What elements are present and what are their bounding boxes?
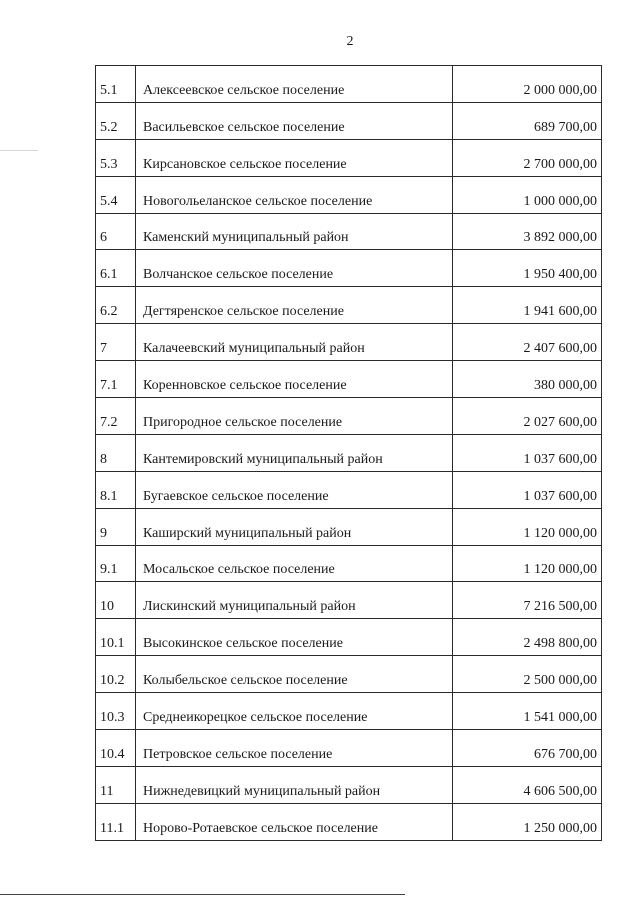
municipality-name: Колыбельское сельское поселение: [136, 656, 453, 693]
row-amount: 2 000 000,00: [453, 66, 602, 103]
row-number: 11: [96, 766, 136, 803]
margin-mark: [0, 150, 38, 151]
row-amount: 2 498 800,00: [453, 619, 602, 656]
municipality-name: Среднеикорецкое сельское поселение: [136, 693, 453, 730]
municipality-name: Васильевское сельское поселение: [136, 102, 453, 139]
row-number: 10.3: [96, 693, 136, 730]
row-amount: 1 120 000,00: [453, 508, 602, 545]
municipality-name: Норово-Ротаевское сельское поселение: [136, 803, 453, 840]
table-row: [96, 730, 602, 767]
table-row: [96, 693, 602, 730]
row-amount: 676 700,00: [453, 730, 602, 767]
table-row: [96, 213, 602, 250]
row-number: 11.1: [96, 803, 136, 840]
row-amount: 2 700 000,00: [453, 139, 602, 176]
municipality-name: Каменский муниципальный район: [136, 213, 453, 250]
row-amount: 2 027 600,00: [453, 398, 602, 435]
table-row: [96, 508, 602, 545]
footer-rule: [0, 894, 405, 895]
table-row: [96, 361, 602, 398]
row-number: 7: [96, 324, 136, 361]
row-amount: 1 037 600,00: [453, 471, 602, 508]
row-number: 10.4: [96, 730, 136, 767]
row-number: 7.1: [96, 361, 136, 398]
municipality-name: Волчанское сельское поселение: [136, 250, 453, 287]
row-amount: 2 407 600,00: [453, 324, 602, 361]
table-row: [96, 582, 602, 619]
table-row: [96, 434, 602, 471]
row-number: 10.2: [96, 656, 136, 693]
row-amount: 1 950 400,00: [453, 250, 602, 287]
row-amount: 1 941 600,00: [453, 287, 602, 324]
table-row: [96, 287, 602, 324]
row-number: 8.1: [96, 471, 136, 508]
row-number: 5.1: [96, 66, 136, 103]
municipality-name: Мосальское сельское поселение: [136, 545, 453, 582]
table-row: [96, 619, 602, 656]
table-row: [96, 398, 602, 435]
row-number: 10: [96, 582, 136, 619]
page-number: 2: [346, 34, 354, 49]
municipality-name: Бугаевское сельское поселение: [136, 471, 453, 508]
table-row: [96, 803, 602, 840]
row-number: 6.2: [96, 287, 136, 324]
municipality-name: Петровское сельское поселение: [136, 730, 453, 767]
municipality-name: Новогольеланское сельское поселение: [136, 176, 453, 213]
table-row: [96, 324, 602, 361]
municipality-name: Нижнедевицкий муниципальный район: [136, 766, 453, 803]
row-number: 8: [96, 434, 136, 471]
table-row: [96, 766, 602, 803]
table-row: [96, 656, 602, 693]
row-number: 5.2: [96, 102, 136, 139]
row-amount: 7 216 500,00: [453, 582, 602, 619]
municipality-name: Коренновское сельское поселение: [136, 361, 453, 398]
municipality-name: Каширский муниципальный район: [136, 508, 453, 545]
municipality-name: Лискинский муниципальный район: [136, 582, 453, 619]
table-row: [96, 102, 602, 139]
table-row: [96, 176, 602, 213]
municipality-name: Кантемировский муниципальный район: [136, 434, 453, 471]
row-number: 5.4: [96, 176, 136, 213]
row-number: 6.1: [96, 250, 136, 287]
row-amount: 689 700,00: [453, 102, 602, 139]
row-amount: 1 120 000,00: [453, 545, 602, 582]
table-row: [96, 66, 602, 103]
table-row: [96, 471, 602, 508]
row-amount: 4 606 500,00: [453, 766, 602, 803]
row-number: 7.2: [96, 398, 136, 435]
row-amount: 3 892 000,00: [453, 213, 602, 250]
row-amount: 1 541 000,00: [453, 693, 602, 730]
allocation-table: [95, 65, 602, 841]
table-row: [96, 250, 602, 287]
row-amount: 1 250 000,00: [453, 803, 602, 840]
municipality-name: Пригородное сельское поселение: [136, 398, 453, 435]
row-amount: 1 000 000,00: [453, 176, 602, 213]
table-row: [96, 545, 602, 582]
row-number: 6: [96, 213, 136, 250]
row-number: 9.1: [96, 545, 136, 582]
allocation-table-body: [96, 66, 602, 841]
municipality-name: Кирсановское сельское поселение: [136, 139, 453, 176]
row-number: 9: [96, 508, 136, 545]
municipality-name: Алексеевское сельское поселение: [136, 66, 453, 103]
row-amount: 1 037 600,00: [453, 434, 602, 471]
table-row: [96, 139, 602, 176]
row-number: 10.1: [96, 619, 136, 656]
row-amount: 2 500 000,00: [453, 656, 602, 693]
municipality-name: Калачеевский муниципальный район: [136, 324, 453, 361]
municipality-name: Высокинское сельское поселение: [136, 619, 453, 656]
municipality-name: Дегтяренское сельское поселение: [136, 287, 453, 324]
row-amount: 380 000,00: [453, 361, 602, 398]
row-number: 5.3: [96, 139, 136, 176]
